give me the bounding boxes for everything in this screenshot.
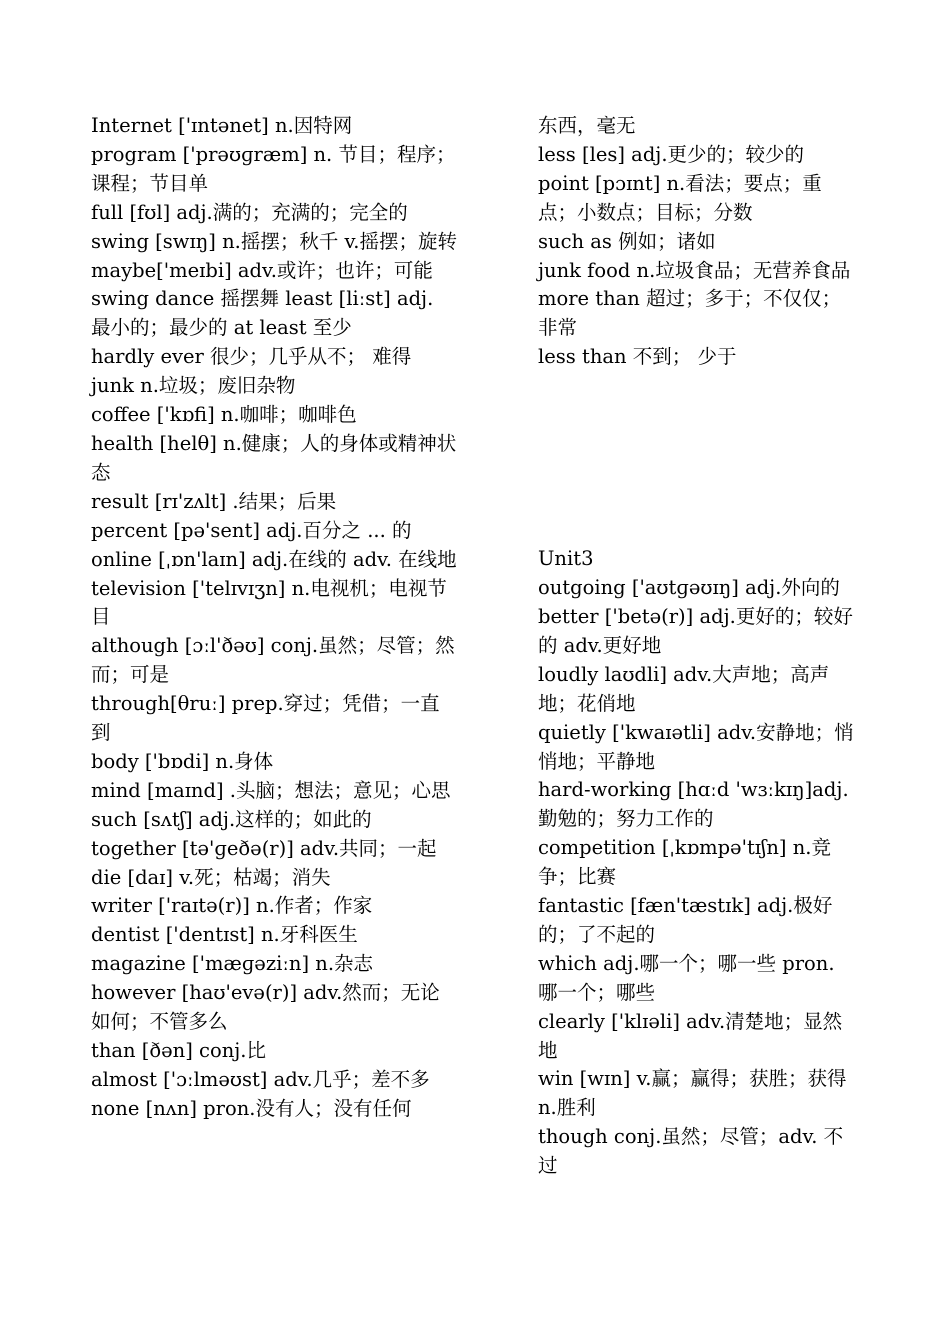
vocab-entry: 东西，毫无: [538, 114, 636, 137]
vocab-entry: such as 例如；诸如: [538, 229, 716, 253]
vocab-entry: swing [swɪŋ] n.摇摆；秋千 v.摇摆；旋转: [91, 229, 457, 253]
right-column: [538, 112, 860, 1181]
vocab-entry: fantastic [fæn'tæstɪk] adj.极好的；了不起的: [538, 894, 833, 946]
vocab-entry: television ['telɪvɪʒn] n.电视机；电视节目: [91, 576, 447, 629]
vocab-entry: although [ɔːl'ðəʊ] conj.虽然；尽管；然而；可是: [91, 634, 455, 687]
vocab-entry: almost ['ɔːlməʊst] adv.几乎；差不多: [91, 1067, 430, 1091]
vocab-entry: competition [ˌkɒmpə'tɪʃn] n.竞争；比赛: [538, 836, 831, 889]
vocab-entry: than [ðən] conj.比: [91, 1039, 266, 1062]
vocab-entry: full [fʊl] adj.满的；充满的；完全的: [91, 200, 408, 224]
vocab-entry: junk food n.垃圾食品；无营养食品: [538, 258, 851, 282]
vocab-entry: result [rɪ'zʌlt] .结果；后果: [91, 489, 337, 513]
vocab-entry: magazine ['mæɡəziːn] n.杂志: [91, 952, 374, 976]
vocab-entry: outgoing ['aʊtɡəʊɪŋ] adj.外向的: [538, 576, 840, 600]
vocab-entry: junk n.垃圾；废旧杂物: [91, 374, 296, 398]
vocab-entry: quietly ['kwaɪətli] adv.安静地；悄悄地；平静地: [538, 720, 854, 773]
left-column: [91, 112, 457, 1124]
vocab-entry: such [sʌtʃ] adj.这样的；如此的: [91, 807, 372, 831]
vocab-entry: more than 超过；多于；不仅仅；非常: [538, 287, 842, 340]
section-gap: [538, 372, 860, 545]
vocab-entry: mind [maɪnd] .头脑；想法；意见；心思: [91, 778, 451, 802]
vocab-entry: online [ˌɒn'laɪn] adj.在线的 adv. 在线地: [91, 547, 457, 571]
vocab-entry: coffee ['kɒfi] n.咖啡；咖啡色: [91, 403, 357, 427]
vocab-entry: percent [pə'sent] adj.百分之 ... 的: [91, 518, 412, 542]
vocab-entry: however [haʊ'evə(r)] adv.然而；无论如何；不管多么: [91, 981, 440, 1034]
vocab-entry: body ['bɒdi] n.身体: [91, 749, 274, 773]
vocab-entry: none [nʌn] pron.没有人；没有任何: [91, 1096, 412, 1120]
vocab-entry: hard-working [hɑːd 'wɜːkɪŋ]adj. 勤勉的；努力工作的: [538, 778, 849, 831]
vocab-entry: clearly ['klɪəli] adv.清楚地；显然地: [538, 1009, 843, 1062]
vocab-entry: program ['prəʊɡræm] n. 节目；程序；课程；节目单: [91, 142, 456, 195]
vocab-entry: less than 不到； 少于: [538, 345, 737, 369]
vocab-entry: health [helθ] n.健康；人的身体或精神状态: [91, 431, 457, 484]
vocab-entry: dentist ['dentɪst] n.牙科医生: [91, 923, 358, 947]
vocab-entry: point [pɔɪnt] n.看法；要点；重点；小数点；目标；分数: [538, 171, 822, 224]
vocab-entry: which adj.哪一个；哪一些 pron. 哪一个；哪些: [538, 951, 835, 1004]
vocab-entry: writer ['raɪtə(r)] n.作者；作家: [91, 894, 373, 918]
vocab-entry: hardly ever 很少；几乎从不； 难得: [91, 345, 412, 369]
vocab-entry: loudly laʊdli] adv.大声地；高声地；花俏地: [538, 662, 830, 715]
vocab-entry: maybe['meɪbi] adv.或许；也许；可能: [91, 258, 433, 282]
vocab-entry: through[θruː] prep.穿过；凭借；一直到: [91, 692, 440, 745]
unit-heading: Unit3: [538, 547, 594, 571]
vocab-entry: together [tə'ɡeðə(r)] adv.共同；一起: [91, 836, 437, 860]
vocab-entry: less [les] adj.更少的；较少的: [538, 142, 805, 166]
vocab-entry: win [wɪn] v.赢；赢得；获胜；获得 n.胜利: [538, 1067, 847, 1120]
vocab-entry: swing dance 摇摆舞 least [liːst] adj. 最小的；最少的 at least 至少: [91, 287, 434, 340]
vocab-entry: die [daɪ] v.死；枯竭；消失: [91, 865, 331, 889]
vocab-entry: though conj.虽然；尽管；adv. 不过: [538, 1125, 844, 1178]
vocab-entry: Internet ['ɪntənet] n.因特网: [91, 114, 353, 137]
vocab-entry: better ['betə(r)] adj.更好的；较好的 adv.更好地: [538, 604, 853, 657]
